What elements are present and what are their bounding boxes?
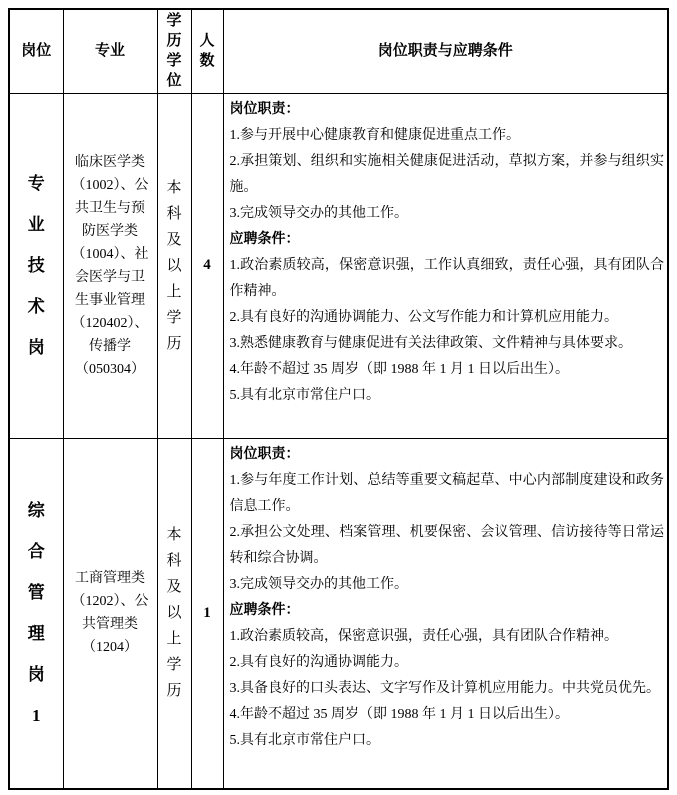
- detail-line: 4.年龄不超过 35 周岁（即 1988 年 1 月 1 日以后出生）。: [229, 706, 569, 722]
- education-cell: [157, 438, 191, 789]
- detail-line: 3.完成领导交办的其他工作。: [229, 576, 408, 592]
- recruitment-table: [8, 8, 669, 790]
- detail-line: 应聘条件：: [229, 602, 300, 618]
- headcount-cell: [191, 438, 223, 789]
- major-cell: [63, 438, 157, 789]
- detail-line: 岗位职责：: [229, 101, 300, 117]
- detail-line: 1.参与开展中心健康教育和健康促进重点工作。: [229, 127, 520, 143]
- detail-line: 2.承担公文处理、档案管理、机要保密、会议管理、信访接待等日常运转和综合协调。: [229, 524, 664, 566]
- col-header-major-label: 专业: [94, 43, 125, 60]
- position-name: 专业技术岗: [27, 174, 45, 357]
- detail-line: 3.具备良好的口头表达、文字写作及计算机应用能力。中共党员优先。: [229, 680, 660, 696]
- details-cell: [223, 93, 668, 438]
- detail-line: 2.具有良好的沟通协调能力。: [229, 654, 408, 670]
- detail-line: 1.政治素质较高，保密意识强，责任心强，具有团队合作精神。: [229, 628, 618, 644]
- detail-line: 2.承担策划、组织和实施相关健康促进活动，草拟方案，并参与组织实施。: [229, 153, 664, 195]
- detail-line: 岗位职责：: [229, 446, 300, 462]
- col-header-count-label: 人数: [199, 33, 215, 70]
- detail-line: 1.政治素质较高，保密意识强，工作认真细致，责任心强，具有团队合作精神。: [229, 257, 664, 299]
- col-header-details-label: 岗位职责与应聘条件: [377, 43, 513, 60]
- col-header-major: [63, 9, 157, 93]
- education-text: 本科及以上学历: [166, 527, 182, 700]
- col-header-position: [9, 9, 63, 93]
- major-text: 工商管理类（1202）、公共管理类（1204）: [71, 571, 149, 656]
- job-row-general-management: [9, 438, 668, 789]
- detail-line: 3.熟悉健康教育与健康促进有关法律政策、文件精神与具体要求。: [229, 335, 632, 351]
- col-header-education: [157, 9, 191, 93]
- table-header-row: [9, 9, 668, 93]
- education-text: 本科及以上学历: [166, 179, 182, 352]
- detail-line: 3.完成领导交办的其他工作。: [229, 205, 408, 221]
- detail-line: 4.年龄不超过 35 周岁（即 1988 年 1 月 1 日以后出生）。: [229, 361, 569, 377]
- details-cell: [223, 438, 668, 789]
- col-header-education-label: 学历学位: [166, 13, 182, 90]
- headcount-value: 4: [203, 257, 211, 273]
- detail-line: 2.具有良好的沟通协调能力、公文写作能力和计算机应用能力。: [229, 309, 618, 325]
- headcount-value: 1: [203, 604, 211, 621]
- position-cell: [9, 93, 63, 438]
- detail-line: 应聘条件：: [229, 231, 300, 247]
- major-cell: [63, 93, 157, 438]
- col-header-position-label: 岗位: [21, 43, 52, 60]
- col-header-details: [223, 9, 668, 93]
- detail-line: 5.具有北京市常住户口。: [229, 387, 380, 403]
- job-row-professional-technical: [9, 93, 668, 438]
- major-text: 临床医学类（1002）、公共卫生与预防医学类（1004）、社会医学与卫生事业管理（120402）、传播学（050304）: [71, 154, 149, 377]
- col-header-count: [191, 9, 223, 93]
- education-cell: [157, 93, 191, 438]
- position-cell: [9, 438, 63, 789]
- detail-line: 1.参与年度工作计划、总结等重要文稿起草、中心内部制度建设和政务信息工作。: [229, 472, 664, 514]
- headcount-cell: [191, 93, 223, 438]
- position-name: 综合管理岗1: [27, 501, 45, 726]
- detail-line: 5.具有北京市常住户口。: [229, 732, 380, 748]
